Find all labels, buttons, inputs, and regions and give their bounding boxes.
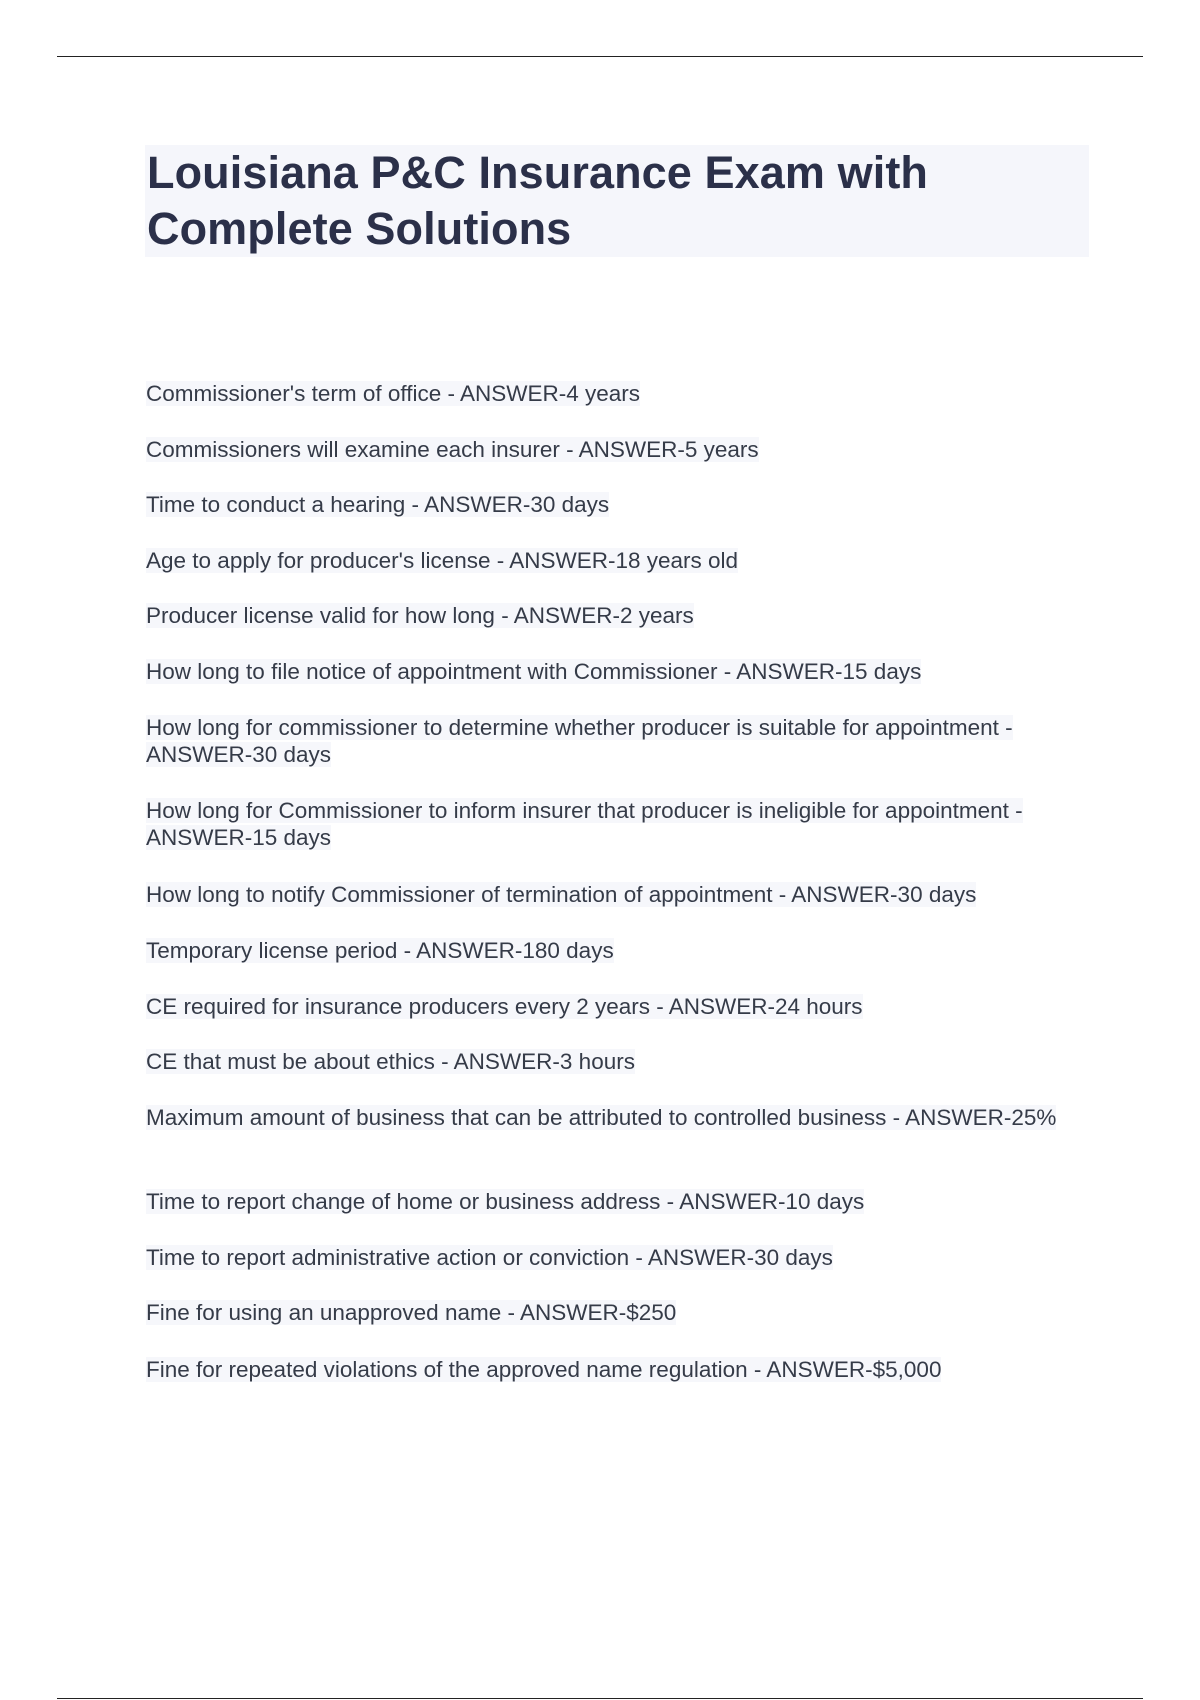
qa-item: Commissioner's term of office - ANSWER-4 years — [146, 381, 641, 406]
top-rule — [57, 56, 1143, 57]
qa-item: Producer license valid for how long - ANSWER-2 years — [146, 603, 694, 628]
qa-item: CE that must be about ethics - ANSWER-3 hours — [146, 1049, 635, 1074]
qa-item: Time to conduct a hearing - ANSWER-30 days — [146, 492, 610, 517]
title-block — [145, 145, 1089, 257]
qa-item: Fine for repeated violations of the approved name regulation - ANSWER-$5,000 — [146, 1357, 942, 1382]
qa-item: Fine for using an unapproved name - ANSWER-$250 — [146, 1300, 677, 1325]
document-title: Louisiana P&C Insurance Exam with Complete Solutions — [147, 147, 928, 254]
qa-item: Time to report administrative action or conviction - ANSWER-30 days — [146, 1245, 833, 1270]
qa-item: Time to report change of home or business address - ANSWER-10 days — [146, 1189, 865, 1214]
qa-item: How long for commissioner to determine whether producer is suitable for appointment - ANSWER-30 days — [146, 715, 1013, 767]
bottom-rule — [57, 1698, 1143, 1699]
qa-item: How long to notify Commissioner of termination of appointment - ANSWER-30 days — [146, 882, 977, 907]
qa-item: CE required for insurance producers every 2 years - ANSWER-24 hours — [146, 994, 863, 1019]
qa-item: Commissioners will examine each insurer - ANSWER-5 years — [146, 437, 759, 462]
qa-item: How long to file notice of appointment with Commissioner - ANSWER-15 days — [146, 659, 922, 684]
qa-item: Maximum amount of business that can be attributed to controlled business - ANSWER-25% — [146, 1105, 1057, 1130]
qa-item: Age to apply for producer's license - ANSWER-18 years old — [146, 548, 739, 573]
qa-item: How long for Commissioner to inform insurer that producer is ineligible for appointment - ANSWER-15 days — [146, 798, 1023, 850]
qa-item: Temporary license period - ANSWER-180 days — [146, 938, 614, 963]
